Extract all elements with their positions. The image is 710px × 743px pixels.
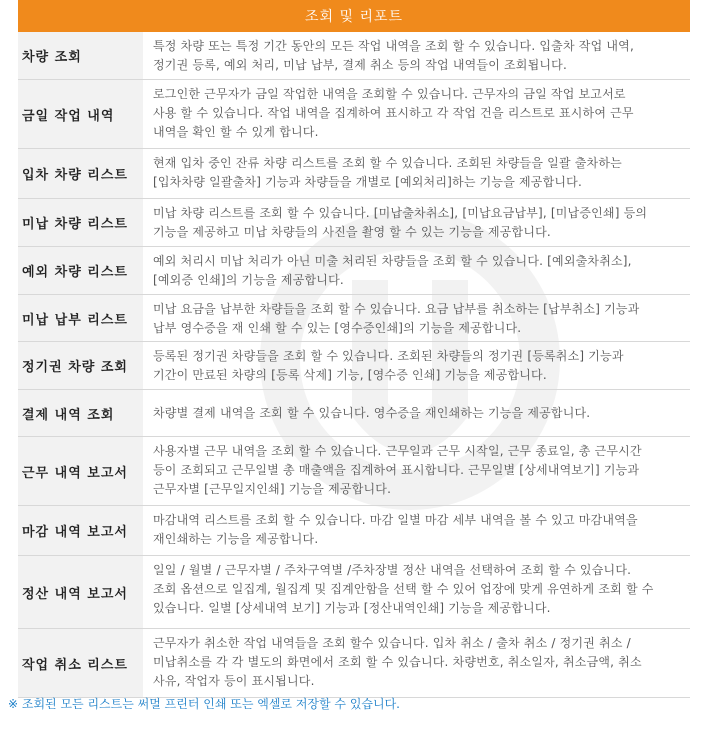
feature-table (18, 32, 690, 698)
table-row (18, 32, 690, 80)
row-description: 미납 요금을 납부한 차량들을 조회 할 수 있습니다. 요금 납부를 취소하는 [납부취소] 기능과 납부 영수증을 재 인쇄 할 수 있는 [영수증인쇄]의 기능을 제공합니다. (153, 302, 640, 335)
table-row (18, 247, 690, 295)
row-label: 미납 차량 리스트 (18, 199, 143, 246)
row-description: 특정 차량 또는 특정 기간 동안의 모든 작업 내역을 조회 할 수 있습니다. 입출차 작업 내역, 정기권 등록, 예외 처리, 미납 납부, 결제 취소 등의 작업 내역들이 조회됩니다. (153, 39, 634, 72)
footnote: ※ 조회된 모든 리스트는 써멀 프린터 인쇄 또는 엑셀로 저장할 수 있습니다. (8, 697, 400, 711)
row-label: 금일 작업 내역 (18, 80, 143, 148)
row-label: 마감 내역 보고서 (18, 506, 143, 555)
row-description: 마감내역 리스트를 조회 할 수 있습니다. 마감 일별 마감 세부 내역을 볼 수 있고 마감내역을 재인쇄하는 기능을 제공합니다. (153, 513, 638, 546)
table-row (18, 506, 690, 556)
table-row (18, 199, 690, 247)
row-description: 근무자가 취소한 작업 내역들을 조회 할수 있습니다. 입차 취소 / 출차 취소 / 정기권 취소 / 미납취소를 각 각 별도의 화면에서 조회 할 수 있습니다. 차량번호, 취소일자, 취소금액, 취소 사유, 작업자 등이 표시됩니다. (153, 636, 642, 688)
row-description: 로그인한 근무자가 금일 작업한 내역을 조회할 수 있습니다. 근무자의 금일 작업 보고서로 사용 할 수 있습니다. 작업 내역을 집계하여 표시하고 각 작업 건을 리스트로 표시하여 근무 내역을 확인 할 수 있게 합니다. (153, 87, 634, 139)
row-label: 작업 취소 리스트 (18, 629, 143, 697)
row-label: 차량 조회 (18, 32, 143, 79)
row-description: 일일 / 월별 / 근무자별 / 주차구역별 /주차장별 정산 내역을 선택하여 조회 할 수 있습니다. 조회 옵션으로 일집계, 월집계 및 집계안함을 선택 할 수 있어 업장에 맞게 유연하게 조회 할 수 있습니다. 일별 [상세내역 보기] 기능과 [정산내역인쇄] 기능을 제공합니다. (153, 563, 654, 615)
table-row (18, 149, 690, 199)
row-label: 근무 내역 보고서 (18, 437, 143, 505)
section-title: 조회 및 리포트 (304, 9, 404, 25)
row-description: 사용자별 근무 내역을 조회 할 수 있습니다. 근무일과 근무 시작일, 근무 종료일, 총 근무시간 등이 조회되고 근무일별 총 매출액을 집계하여 표시합니다. 근무일별 [상세내역보기] 기능과 근무자별 [근무일지인쇄] 기능을 제공합니다. (153, 444, 642, 496)
row-label: 미납 납부 리스트 (18, 295, 143, 341)
row-description: 미납 차량 리스트를 조회 할 수 있습니다. [미납출차취소], [미납요금납부], [미납증인쇄] 등의 기능을 제공하고 미납 차량들의 사진을 촬영 할 수 있는 기능을 제공합니다. (153, 206, 648, 239)
row-label: 예외 차량 리스트 (18, 247, 143, 294)
table-row (18, 437, 690, 506)
section-header (18, 0, 690, 32)
row-label: 정산 내역 보고서 (18, 556, 143, 628)
row-description: 차량별 결제 내역을 조회 할 수 있습니다. 영수증을 재인쇄하는 기능을 제공합니다. (153, 406, 591, 420)
row-description: 현재 입차 중인 잔류 차량 리스트를 조회 할 수 있습니다. 조회된 차량들을 일괄 출차하는 [입차차량 일괄출차] 기능과 차량들을 개별로 [예외처리]하는 기능을 제공합니다. (153, 156, 622, 189)
row-label: 입차 차량 리스트 (18, 149, 143, 198)
table-row (18, 342, 690, 390)
table-row (18, 556, 690, 629)
row-label: 정기권 차량 조회 (18, 342, 143, 389)
table-row (18, 295, 690, 342)
row-label: 결제 내역 조회 (18, 390, 143, 436)
row-description: 등록된 정기권 차량들을 조회 할 수 있습니다. 조회된 차량들의 정기권 [등록취소] 기능과 기간이 만료된 차량의 [등록 삭제] 기능, [영수증 인쇄] 기능을 제공합니다. (153, 349, 624, 382)
table-row (18, 80, 690, 149)
row-description: 예외 처리시 미납 처리가 아닌 미출 처리된 차량들을 조회 할 수 있습니다. [예외출차취소], [예외증 인쇄]의 기능을 제공합니다. (153, 254, 632, 287)
table-row (18, 629, 690, 698)
table-row (18, 390, 690, 437)
